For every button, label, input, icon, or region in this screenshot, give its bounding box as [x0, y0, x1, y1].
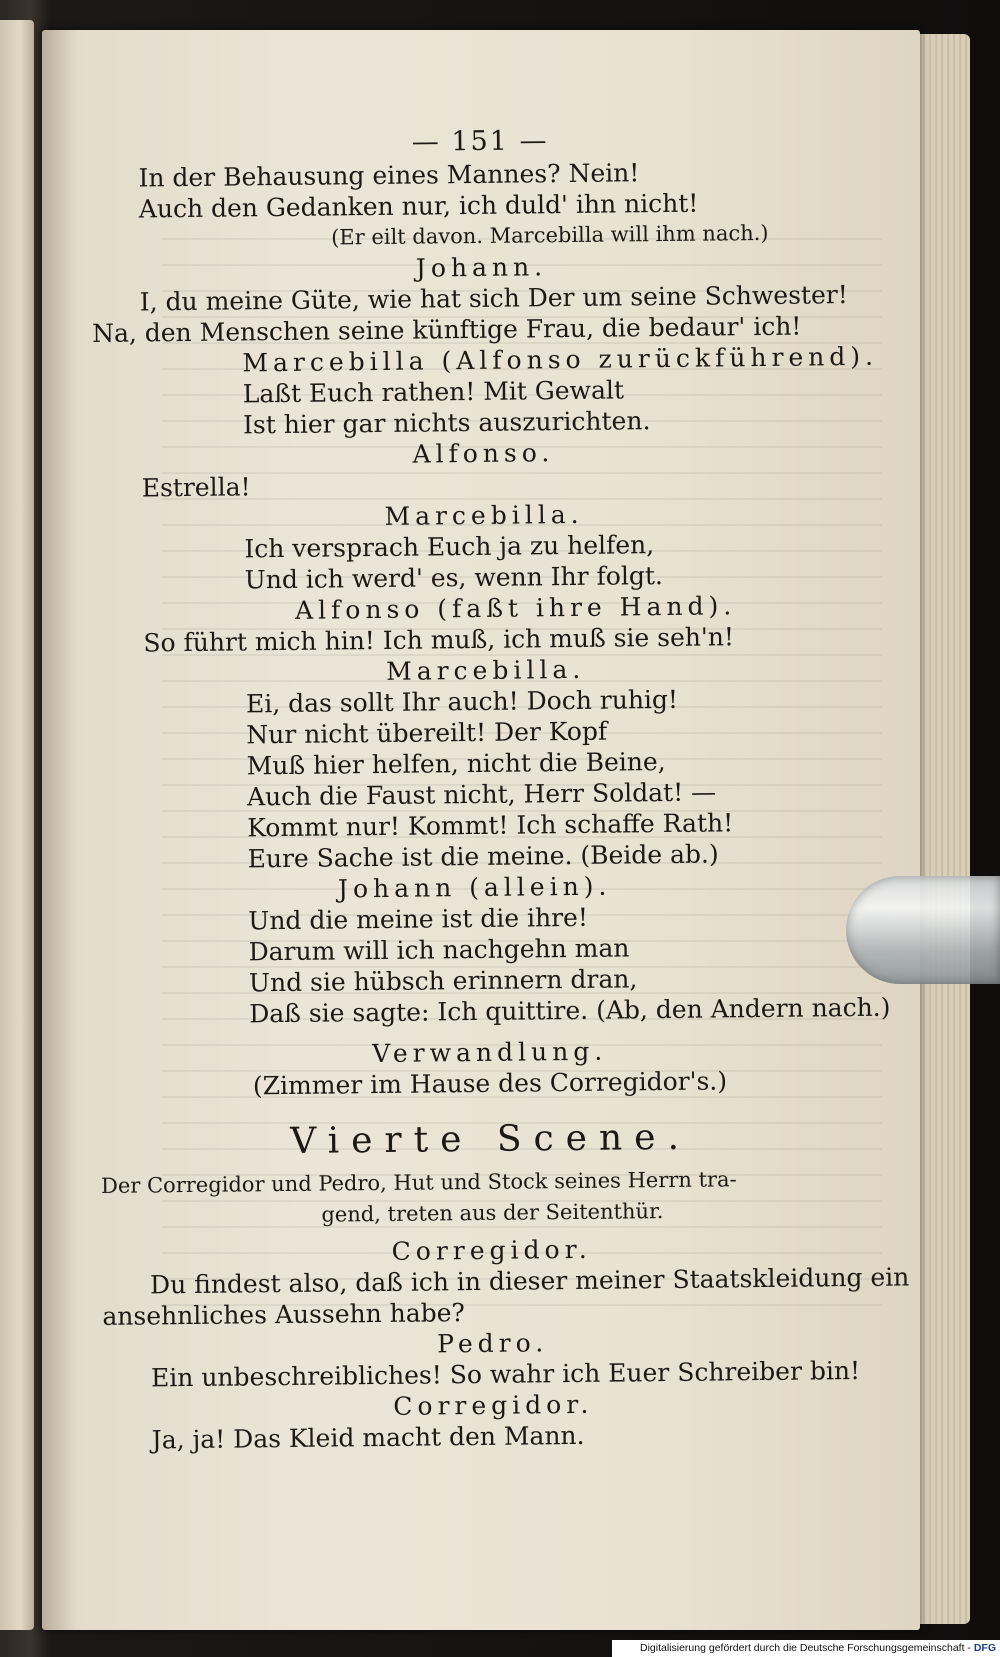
verse-line: Ist hier gar nichts auszurichten.: [242, 406, 651, 440]
prose-line: I, du meine Güte, wie hat sich Der um seine Schwester!: [139, 280, 848, 317]
speaker-name: Pedro.: [437, 1328, 549, 1359]
speaker-name: Marcebilla (Alfonso zurückführend).: [242, 341, 879, 378]
page-stack-edge: [920, 34, 970, 1624]
speaker-name: Marcebilla.: [384, 499, 584, 531]
verse-line: Ich versprach Euch ja zu helfen,: [244, 530, 655, 564]
verse-line: In der Behausung eines Mannes? Nein!: [138, 158, 640, 193]
verse-line: Ei, das sollt Ihr auch! Doch ruhig!: [245, 684, 679, 719]
transition-heading: Verwandlung.: [372, 1036, 608, 1069]
stage-direction: (Zimmer im Hause des Corregidor's.): [252, 1066, 728, 1101]
prose-line: ansehnliches Aussehn habe?: [102, 1298, 466, 1331]
speaker-name: Corregidor.: [391, 1234, 592, 1266]
speaker-name: Alfonso (faßt ihre Hand).: [294, 591, 737, 625]
prose-line: Ja, ja! Das Kleid macht den Mann.: [151, 1420, 585, 1455]
speaker-name: Corregidor.: [393, 1389, 594, 1421]
verse-line: Und die meine ist die ihre!: [248, 902, 589, 936]
digitization-footer: [612, 1640, 1000, 1657]
prose-line: Ein unbeschreibliches! So wahr ich Euer Schreiber bin!: [150, 1356, 861, 1393]
speaker-name: Johann.: [415, 252, 548, 283]
verse-line: Auch die Faust nicht, Herr Soldat! —: [246, 777, 717, 812]
verse-line: So führt mich hin! Ich muß, ich muß sie seh'n!: [143, 622, 735, 658]
verse-line: Darum will ich nachgehn man: [248, 933, 630, 967]
footer-text: Digitalisierung gefördert durch die Deutsche Forschungsgemeinschaft -: [639, 1642, 971, 1654]
dfg-logo: DFG: [973, 1642, 996, 1654]
verse-line: Muß hier helfen, nicht die Beine,: [246, 747, 666, 781]
verse-line: Auch den Gedanken nur, ich duld' ihn nicht!: [138, 188, 699, 224]
speaker-name: Alfonso.: [412, 438, 555, 469]
stage-direction: Der Corregidor und Pedro, Hut und Stock seines Herrn tra-: [100, 1167, 737, 1198]
verse-line: Nur nicht übereilt! Der Kopf: [246, 716, 608, 750]
page-clip: [846, 876, 1000, 984]
verse-line: Eure Sache ist die meine. (Beide ab.): [247, 839, 719, 874]
prose-line: Du findest also, daß ich in dieser meiner Staatskleidung ein: [149, 1262, 910, 1300]
verse-line: Und sie hübsch erinnern dran,: [248, 964, 638, 998]
stage-direction: (Er eilt davon. Marcebilla will ihm nach.): [331, 220, 769, 250]
verse-line: Laßt Euch rathen! Mit Gewalt: [242, 375, 625, 409]
stage-direction: gend, treten aus der Seitenthür.: [321, 1199, 664, 1227]
prose-line: Na, den Menschen seine künftige Frau, die bedaur' ich!: [91, 311, 802, 348]
page-number: — 151 —: [411, 125, 549, 158]
previous-page-edge: [0, 20, 34, 1630]
verse-line: Daß sie sagte: Ich quittire. (Ab, den Andern nach.): [249, 992, 891, 1029]
scene-title: Vierte Scene.: [290, 1116, 692, 1162]
verse-line: Kommt nur! Kommt! Ich schaffe Rath!: [247, 808, 734, 843]
verse-line: Estrella!: [141, 472, 251, 503]
verse-line: Und ich werd' es, wenn Ihr folgt.: [244, 561, 664, 595]
page-text: [90, 122, 910, 1456]
speaker-name: Marcebilla.: [385, 654, 586, 686]
speaker-name: Johann (allein).: [337, 871, 612, 904]
